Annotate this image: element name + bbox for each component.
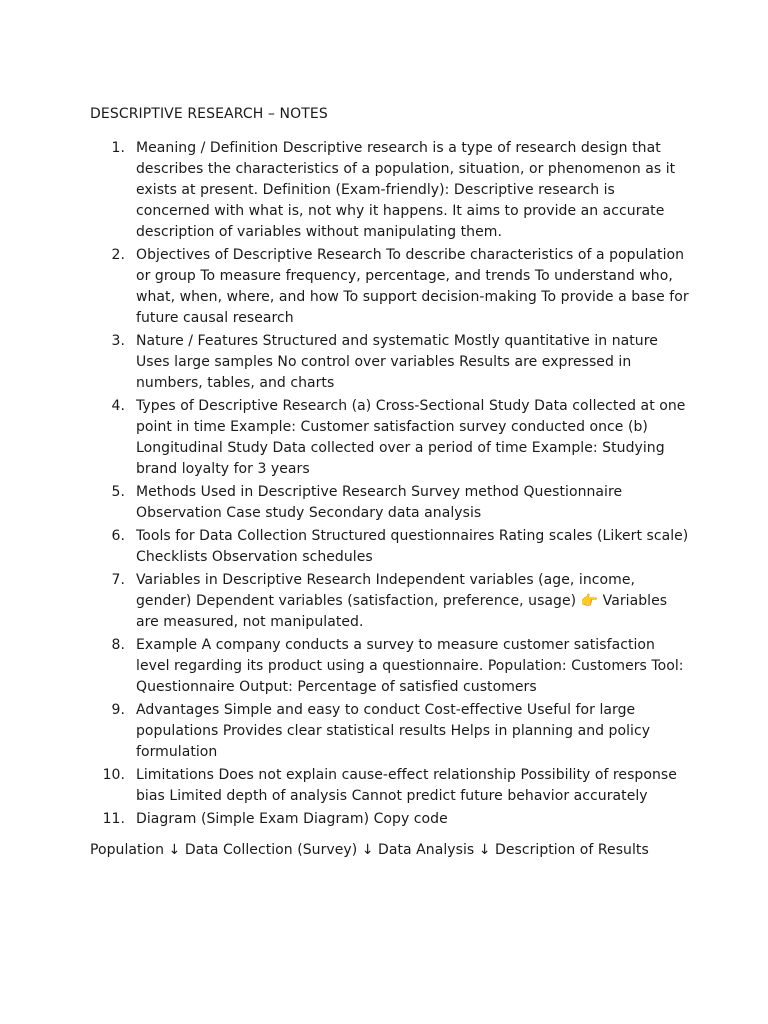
item-number: 9. (111, 702, 125, 718)
item-number: 5. (111, 484, 125, 500)
item-text: Variables in Descriptive Research Independent variables (age, income, gender) Dependent variables (satisfaction, preference, usage) 👉 Variables are measured, not manipulated. (136, 572, 668, 630)
item-number: 8. (111, 637, 125, 653)
list-item (90, 765, 690, 807)
item-text: Meaning / Definition Descriptive research is a type of research design that describes the characteristics of a population, situation, or phenomenon as it exists at present. Definition (Exam-friendly): Descriptive research is concerned with what is, not why it happens. It aims to provide an accurate description of variables without manipulating them. (136, 140, 676, 240)
notes-list (90, 138, 690, 830)
item-number: 4. (111, 398, 125, 414)
item-number: 11. (102, 811, 125, 827)
list-item (90, 482, 690, 524)
list-item (90, 809, 690, 830)
diagram-flow-text: Population ↓ Data Collection (Survey) ↓ Data Analysis ↓ Description of Results (90, 842, 649, 858)
item-text: Diagram (Simple Exam Diagram) Copy code (136, 811, 448, 827)
item-text: Nature / Features Structured and systematic Mostly quantitative in nature Uses large samples No control over variables Results are expressed in numbers, tables, and charts (136, 333, 658, 391)
document-page (90, 104, 690, 861)
list-item (90, 635, 690, 698)
item-text: Tools for Data Collection Structured questionnaires Rating scales (Likert scale) Checklists Observation schedules (136, 528, 689, 565)
list-item (90, 570, 690, 633)
item-text: Example A company conducts a survey to measure customer satisfaction level regarding its product using a questionnaire. Population: Customers Tool: Questionnaire Output: Percentage of satisfied customers (136, 637, 684, 695)
item-text: Advantages Simple and easy to conduct Cost-effective Useful for large populations Provides clear statistical results Helps in planning and policy formulation (136, 702, 651, 760)
item-number: 7. (111, 572, 125, 588)
list-item (90, 245, 690, 329)
item-number: 10. (102, 767, 125, 783)
item-number: 3. (111, 333, 125, 349)
item-number: 2. (111, 247, 125, 263)
list-item (90, 138, 690, 243)
list-item (90, 331, 690, 394)
list-item (90, 526, 690, 568)
list-item (90, 700, 690, 763)
item-text: Limitations Does not explain cause-effect relationship Possibility of response bias Limited depth of analysis Cannot predict future behavior accurately (136, 767, 677, 804)
item-number: 6. (111, 528, 125, 544)
list-item (90, 396, 690, 480)
item-text: Methods Used in Descriptive Research Survey method Questionnaire Observation Case study Secondary data analysis (136, 484, 623, 521)
item-number: 1. (111, 140, 125, 156)
item-text: Objectives of Descriptive Research To describe characteristics of a population or group To measure frequency, percentage, and trends To understand who, what, when, where, and how To support decision-making To provide a base for future causal research (136, 247, 689, 326)
document-title: DESCRIPTIVE RESEARCH – NOTES (90, 106, 328, 122)
item-text: Types of Descriptive Research (a) Cross-Sectional Study Data collected at one point in time Example: Customer satisfaction survey conducted once (b) Longitudinal Study Data collected over a period of time Example: Studying brand loyalty for 3 years (136, 398, 686, 477)
